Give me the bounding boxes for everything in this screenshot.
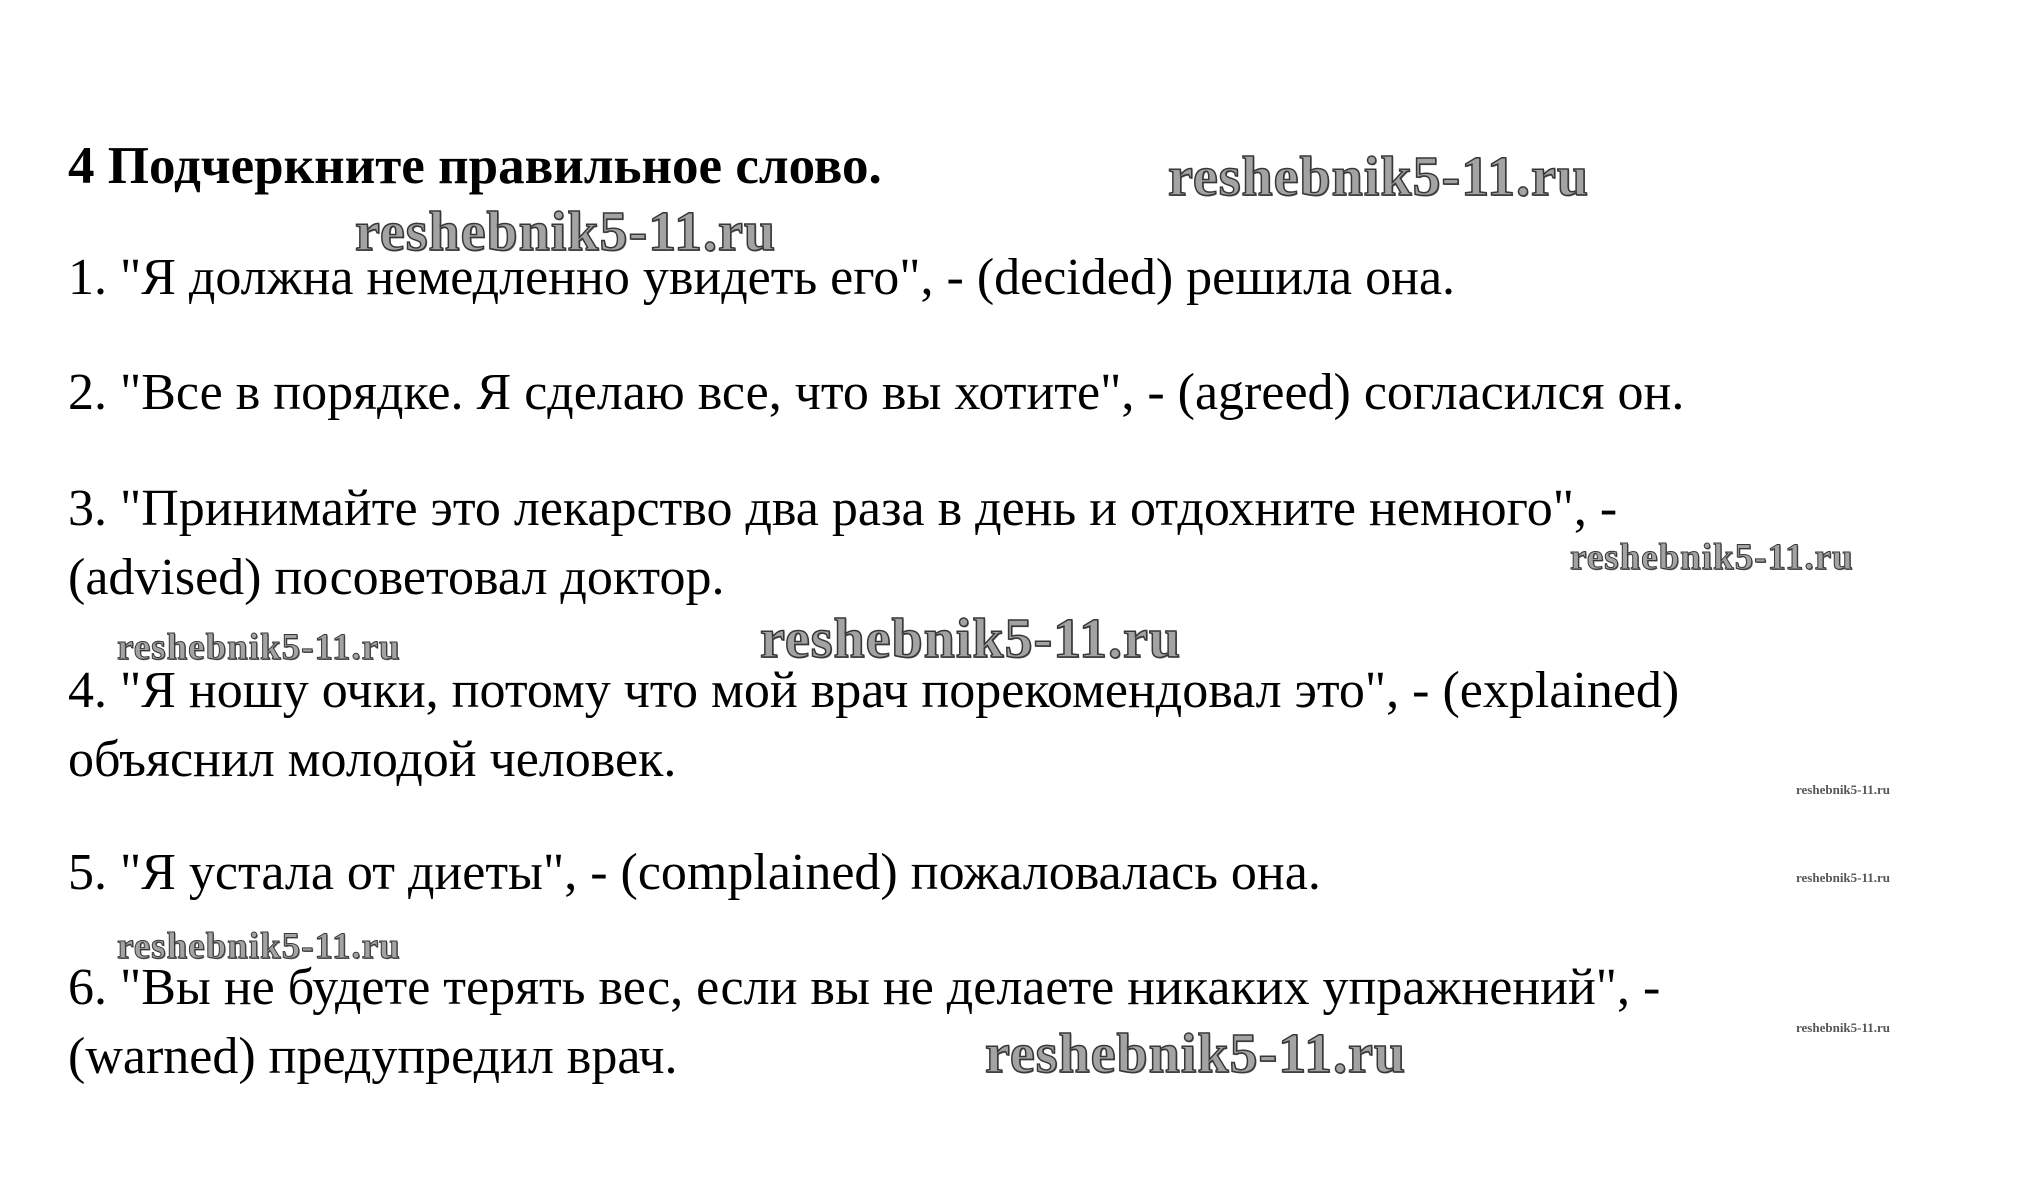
item-1-line-1: 1. "Я должна немедленно увидеть его", - (decided) решила она. <box>68 249 1456 306</box>
exercise-item-3 <box>68 474 1617 612</box>
item-4-line-1: 4. "Я ношу очки, потому что мой врач порекомендовал это", - (explained) <box>68 662 1680 719</box>
item-6-line-2: (warned) предупредил врач. <box>68 1028 678 1085</box>
exercise-item-5 <box>68 838 1321 907</box>
exercise-item-2 <box>68 358 1684 427</box>
watermark: reshebnik5-11.ru <box>355 201 777 263</box>
item-4-line-2: объяснил молодой человек. <box>68 731 677 788</box>
watermark: reshebnik5-11.ru <box>1796 782 1891 797</box>
item-3-line-2: (advised) посоветовал доктор. <box>68 549 725 606</box>
exercise-item-6 <box>68 953 1660 1091</box>
watermark: reshebnik5-11.ru <box>760 608 1182 670</box>
watermark: reshebnik5-11.ru <box>117 627 401 668</box>
exercise-heading: 4 Подчеркните правильное слово. <box>68 137 882 195</box>
watermark: reshebnik5-11.ru <box>985 1023 1407 1085</box>
exercise-item-4 <box>68 656 1679 794</box>
item-3-line-1: 3. "Принимайте это лекарство два раза в день и отдохните немного", - <box>68 480 1618 537</box>
item-6-line-1: 6. "Вы не будете терять вес, если вы не делаете никаких упражнений", - <box>68 959 1661 1016</box>
watermark: reshebnik5-11.ru <box>1796 1020 1891 1035</box>
watermark: reshebnik5-11.ru <box>117 926 401 967</box>
item-5-line-1: 5. "Я устала от диеты", - (complained) пожаловалась она. <box>68 844 1321 901</box>
watermark: reshebnik5-11.ru <box>1796 870 1891 885</box>
item-2-line-1: 2. "Все в порядке. Я сделаю все, что вы хотите", - (agreed) согласился он. <box>68 364 1685 421</box>
watermark: reshebnik5-11.ru <box>1570 537 1854 578</box>
watermark: reshebnik5-11.ru <box>1168 146 1590 208</box>
